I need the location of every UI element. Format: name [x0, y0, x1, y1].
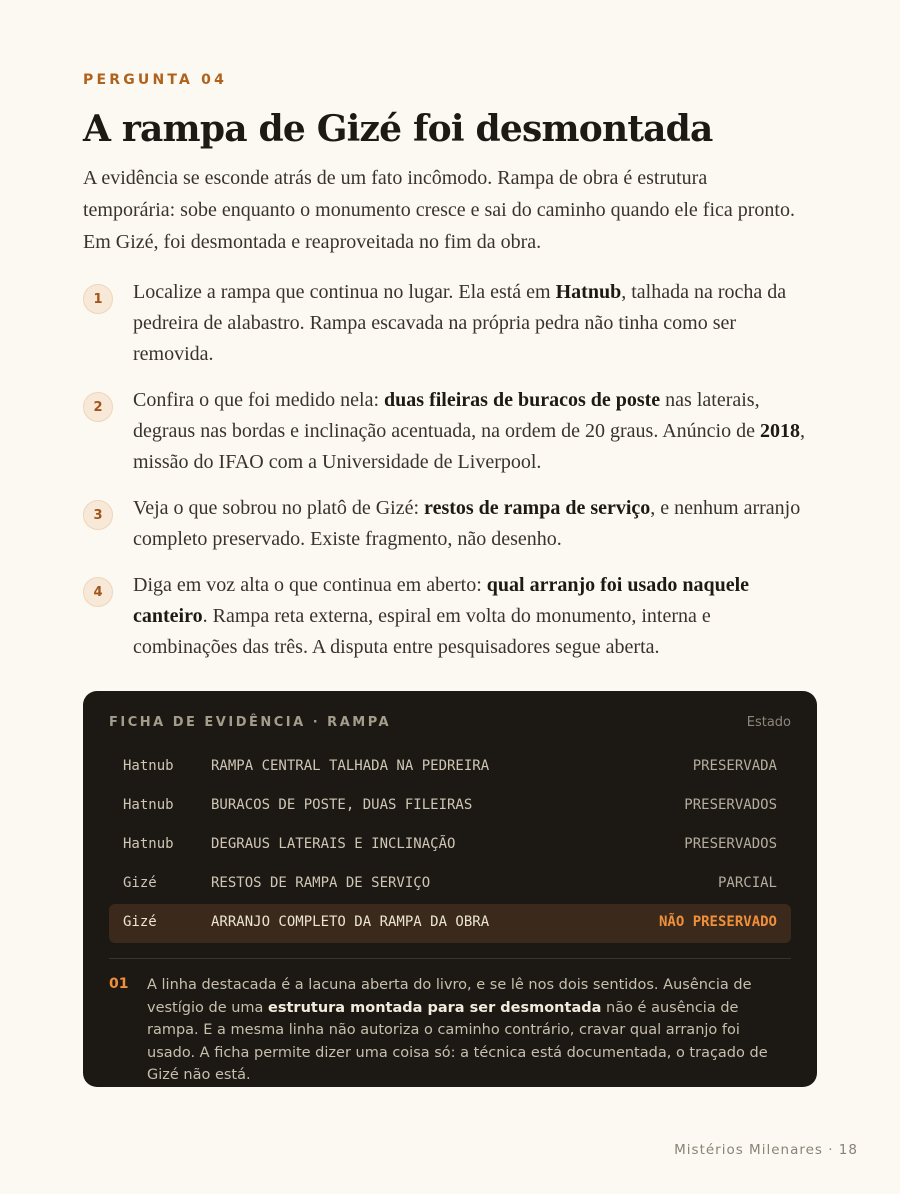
evidence-description: RAMPA CENTRAL TALHADA NA PEDREIRA [211, 758, 490, 774]
step-text-emphasis: 2018 [760, 420, 800, 442]
evidence-state: PRESERVADOS [684, 836, 777, 852]
page-title: A rampa de Gizé foi desmontada [83, 108, 713, 150]
evidence-description: RESTOS DE RAMPA DE SERVIÇO [211, 875, 431, 891]
evidence-state: PARCIAL [717, 875, 777, 891]
evidence-row [109, 748, 791, 787]
step-text-emphasis: duas fileiras de buracos de poste [384, 389, 661, 411]
evidence-description: DEGRAUS LATERAIS E INCLINAÇÃO [211, 836, 456, 852]
evidence-site: Hatnub [123, 758, 174, 774]
step-text-run: Veja o que sobrou no platô de Gizé: [133, 497, 425, 519]
step-item [83, 385, 818, 478]
evidence-state: PRESERVADOS [684, 797, 777, 813]
step-text [133, 277, 818, 370]
step-text [133, 570, 818, 663]
step-text-emphasis: restos de rampa de serviço [424, 497, 651, 519]
evidence-description: BURACOS DE POSTE, DUAS FILEIRAS [211, 797, 473, 813]
question-eyebrow: PERGUNTA 04 [83, 72, 228, 88]
step-text [133, 385, 818, 478]
step-number-badge: 1 [83, 284, 113, 314]
evidence-site: Gizé [123, 875, 157, 891]
step-text-run: Diga em voz alta o que continua em aberto: [133, 574, 487, 596]
card-footnote [109, 974, 791, 1087]
step-number-badge: 3 [83, 500, 113, 530]
step-text-run: , missão do IFAO com a Universidade de Liverpool. [133, 420, 805, 473]
footnote-run: não é ausência de rampa. E a mesma linha não autoriza o caminho contrário, cravar qual arranjo foi usado. A ficha permite dizer uma coisa só: a técnica está documentada, o traçado de Gizé não está. [147, 999, 768, 1083]
step-text-emphasis: qual arranjo foi usado naquele canteiro [133, 574, 750, 627]
step-text-emphasis: Hatnub [555, 281, 622, 303]
evidence-description: ARRANJO COMPLETO DA RAMPA DA OBRA [211, 914, 490, 930]
step-number-badge: 2 [83, 392, 113, 422]
steps-list [83, 277, 818, 678]
footnote-run: A linha destacada é a lacuna aberta do livro, e se lê nos dois sentidos. Ausência de vestígio de uma [147, 977, 752, 1016]
evidence-state: NÃO PRESERVADO [658, 914, 777, 930]
step-text-run: . Rampa reta externa, espiral em volta do monumento, interna e combinações das três. A disputa entre pesquisadores segue aberta. [133, 605, 711, 658]
footnote-emphasis: estrutura montada para ser desmontada [268, 999, 602, 1016]
card-divider [109, 958, 791, 959]
step-text [133, 493, 818, 555]
footnote-number: 01 [109, 976, 129, 992]
step-text-run: , talhada na rocha da pedreira de alabastro. Rampa escavada na própria pedra não tinha como ser removida. [133, 281, 787, 365]
page-footer: Mistérios Milenares · 18 [674, 1142, 858, 1158]
step-number-badge: 4 [83, 577, 113, 607]
evidence-card [83, 691, 817, 1087]
state-column-header: Estado [746, 715, 791, 730]
evidence-site: Gizé [123, 914, 157, 930]
footnote-text [147, 974, 791, 1087]
step-text-run: nas laterais, degraus nas bordas e inclinação acentuada, na ordem de 20 graus. Anúncio de [133, 389, 760, 442]
step-item [83, 277, 818, 370]
evidence-row [109, 826, 791, 865]
evidence-row [109, 865, 791, 904]
evidence-site: Hatnub [123, 836, 174, 852]
step-text-run: Confira o que foi medido nela: [133, 389, 385, 411]
evidence-site: Hatnub [123, 797, 174, 813]
evidence-row [109, 787, 791, 826]
evidence-state: PRESERVADA [692, 758, 777, 774]
evidence-card-header [109, 715, 791, 730]
step-text-run: , e nenhum arranjo completo preservado. Existe fragmento, não desenho. [133, 497, 801, 550]
intro-paragraph: A evidência se esconde atrás de um fato incômodo. Rampa de obra é estrutura temporária: sobe enquanto o monumento cresce e sai do caminho quando ele fica pronto. Em Gizé, foi desmontada e reaproveitada no fim da obra. [83, 167, 795, 253]
step-item [83, 570, 818, 663]
step-item [83, 493, 818, 555]
evidence-card-title: FICHA DE EVIDÊNCIA · RAMPA [109, 715, 392, 730]
evidence-row-highlighted [109, 904, 791, 943]
evidence-table [109, 748, 791, 943]
step-text-run: Localize a rampa que continua no lugar. Ela está em [133, 281, 556, 303]
